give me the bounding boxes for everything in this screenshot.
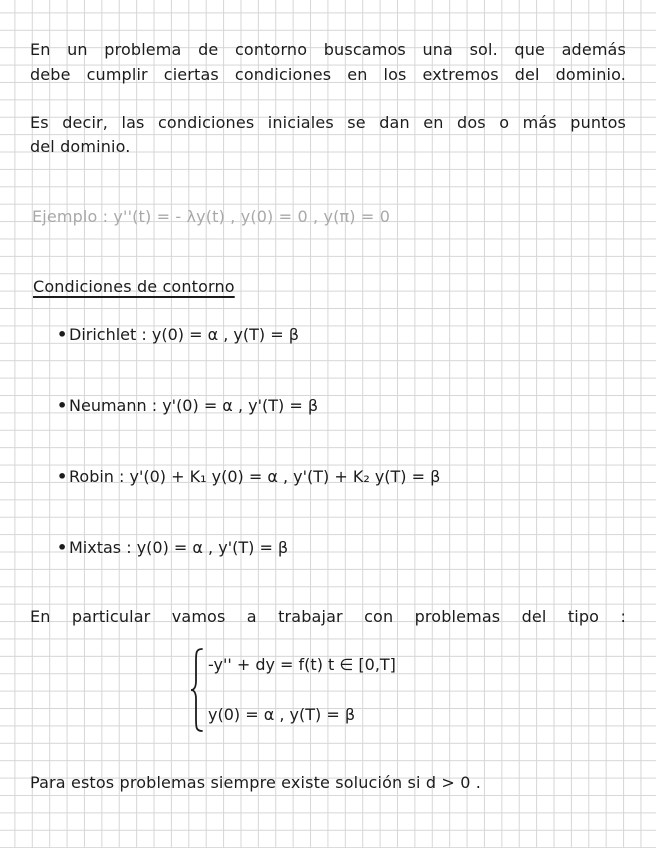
- condition-formula: : y'(0) + K₁ y(0) = α , y'(T) + K₂ y(T) = β: [119, 467, 441, 486]
- condition-dirichlet: [57, 325, 299, 345]
- condition-formula: : y'(0) = α , y'(T) = β: [151, 396, 319, 415]
- bullet-icon: •: [57, 538, 68, 557]
- condition-name: Robin: [69, 467, 114, 486]
- intro-line-1: En un problema de contorno buscamos una sol. que además: [30, 40, 626, 59]
- bullet-icon: •: [57, 396, 68, 415]
- bullet-icon: •: [57, 325, 68, 344]
- condition-neumann: [57, 396, 318, 416]
- intro-line-4: del dominio.: [30, 137, 131, 156]
- bullet-icon: •: [57, 467, 68, 486]
- example-line: Ejemplo : y''(t) = - λy(t) , y(0) = 0 , y(π) = 0: [32, 207, 391, 226]
- left-brace-icon: [190, 647, 204, 733]
- condition-name: Neumann: [69, 396, 147, 415]
- conditions-heading: Condiciones de contorno: [33, 277, 235, 296]
- condition-formula: : y(0) = α , y'(T) = β: [126, 538, 289, 557]
- condition-name: Mixtas: [69, 538, 122, 557]
- conclusion-line: Para estos problemas siempre existe solución si d > 0 .: [30, 773, 482, 792]
- intro-line-3: Es decir, las condiciones iniciales se dan en dos o más puntos: [30, 113, 626, 132]
- condition-name: Dirichlet: [69, 325, 137, 344]
- condition-robin: [57, 467, 440, 487]
- condition-formula: : y(0) = α , y(T) = β: [141, 325, 299, 344]
- particular-line: En particular vamos a trabajar con problemas del tipo :: [30, 607, 626, 626]
- system-equation-1: -y'' + dy = f(t) t ∈ [0,T]: [208, 655, 396, 674]
- condition-mixtas: [57, 538, 288, 558]
- system-equation-2: y(0) = α , y(T) = β: [208, 705, 356, 724]
- intro-line-2: debe cumplir ciertas condiciones en los extremos del dominio.: [30, 65, 626, 84]
